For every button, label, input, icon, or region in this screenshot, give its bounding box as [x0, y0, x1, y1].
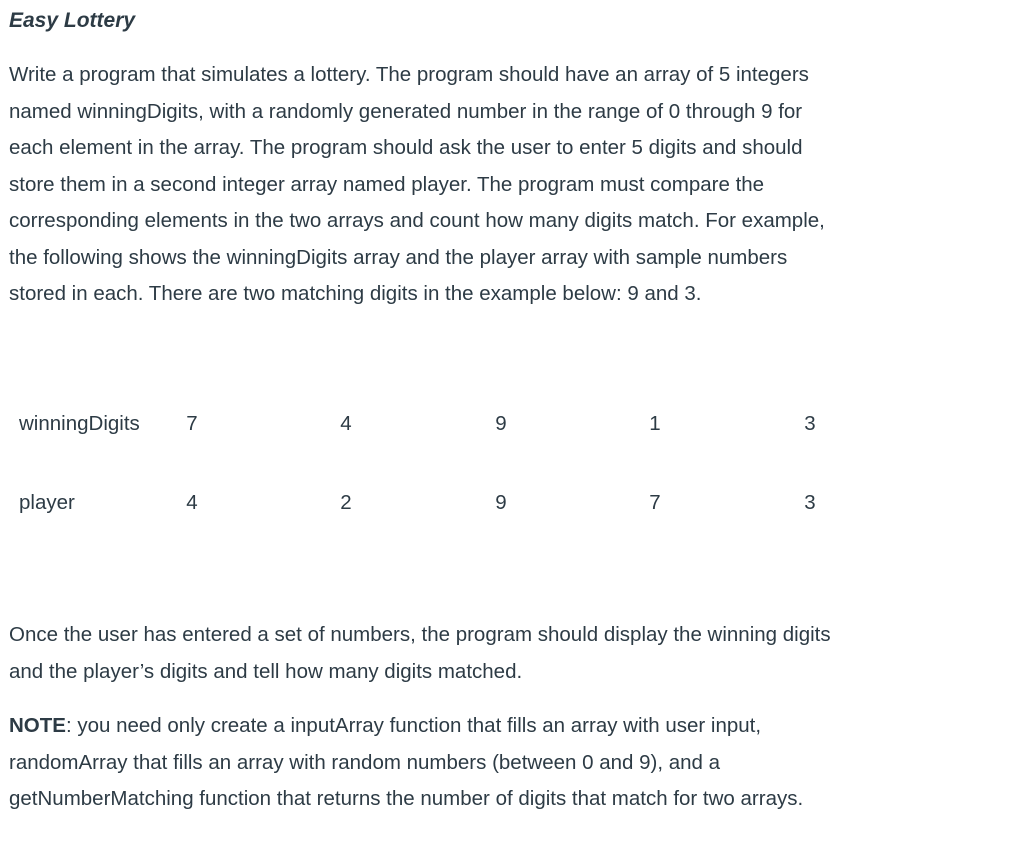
- note-line: getNumberMatching function that returns the number of digits that match for two arrays.: [9, 787, 804, 810]
- note-first-line-text: : you need only create a inputArray function that fills an array with user input,: [65, 714, 762, 737]
- note-line: [9, 708, 803, 745]
- intro-line: corresponding elements in the two arrays and count how many digits match. For example,: [9, 209, 825, 232]
- winning-digits-row: [0, 407, 1024, 441]
- player-digit-cell: 4: [186, 491, 198, 514]
- player-digit-cell: 3: [804, 491, 816, 514]
- intro-line: store them in a second integer array named player. The program must compare the: [9, 172, 765, 196]
- assignment-title: Easy Lottery: [9, 9, 136, 32]
- note-label: NOTE: [9, 714, 66, 737]
- player-digit-cell: 9: [495, 491, 507, 514]
- winning-digit-cell: 9: [495, 412, 507, 435]
- winning-digit-cell: 4: [340, 412, 352, 435]
- intro-line: the following shows the winningDigits array and the player array with sample numbers: [9, 245, 788, 269]
- player-digit-cell: 2: [340, 491, 352, 514]
- winning-digit-cell: 3: [804, 412, 816, 435]
- display-line: and the player’s digits and tell how many digits matched.: [9, 659, 523, 683]
- intro-line: stored in each. There are two matching digits in the example below: 9 and 3.: [9, 282, 702, 305]
- player-label: player: [19, 491, 75, 514]
- note-line: randomArray that fills an array with random numbers (between 0 and 9), and a: [9, 750, 721, 774]
- player-digit-cell: 7: [649, 491, 661, 514]
- winning-digit-cell: 1: [649, 412, 661, 435]
- display-paragraph: [9, 617, 831, 690]
- winning-digit-cell: 7: [186, 412, 198, 435]
- display-line: Once the user has entered a set of numbers, the program should display the winning digits: [9, 623, 831, 646]
- intro-paragraph: [9, 57, 825, 313]
- player-row: [0, 486, 1024, 520]
- intro-line: each element in the array. The program should ask the user to enter 5 digits and should: [9, 136, 803, 159]
- intro-line: Write a program that simulates a lottery. The program should have an array of 5 integers: [9, 63, 809, 86]
- intro-line: named winningDigits, with a randomly generated number in the range of 0 through 9 for: [9, 99, 803, 123]
- winning-digits-label: winningDigits: [19, 412, 140, 435]
- note-paragraph: [9, 708, 803, 818]
